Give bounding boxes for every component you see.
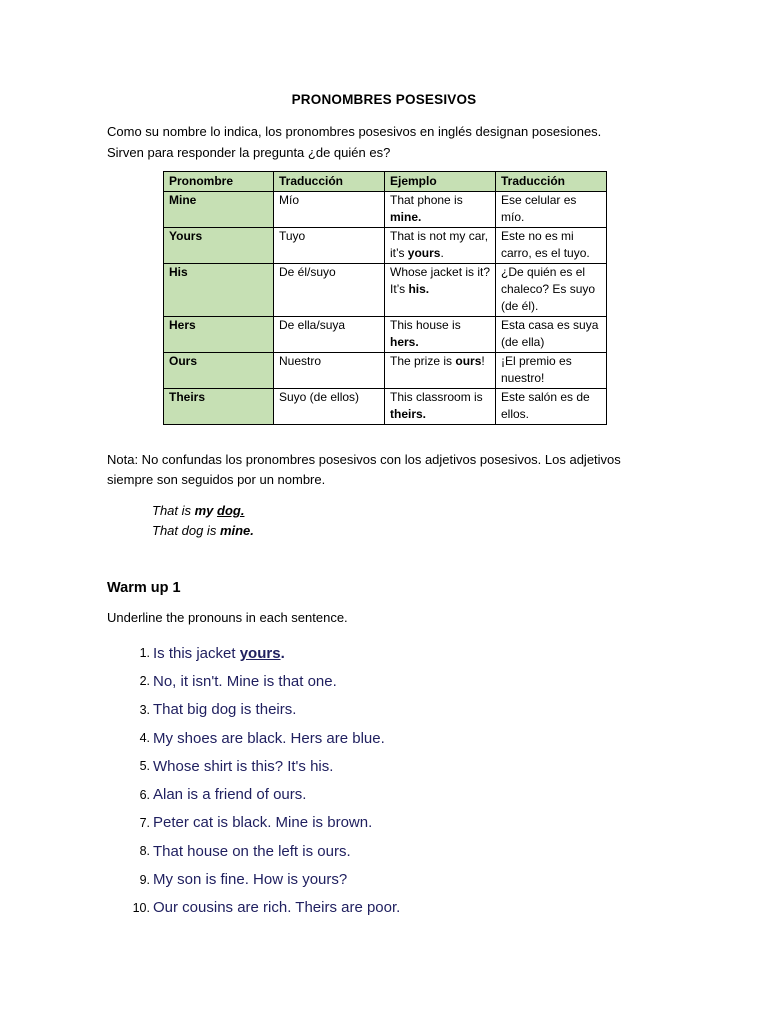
example-cell [385, 389, 496, 425]
sentence-fragment: Whose shirt is this? It's his. [153, 757, 334, 775]
pronoun-cell: Yours [164, 228, 274, 264]
warmup-heading: Warm up 1 [107, 580, 181, 596]
example-2-text: That dog is [152, 523, 220, 538]
list-item [107, 696, 400, 724]
sentence-fragment: No, it isn't. Mine is that one. [153, 672, 337, 690]
intro-paragraph [107, 121, 667, 163]
list-item [107, 639, 400, 667]
translation-cell: Nuestro [274, 353, 385, 389]
translation-cell: De él/suyo [274, 264, 385, 317]
table-row [164, 353, 607, 389]
list-number: 3. [139, 702, 150, 717]
sentence-text [151, 814, 372, 831]
example-bold-word: ours [455, 354, 482, 368]
example-cell [385, 353, 496, 389]
sentence-text [151, 730, 385, 747]
sentence-fragment: Peter cat is black. Mine is brown. [153, 814, 373, 832]
example-bold-word: hers. [390, 335, 419, 349]
sentence-list [107, 639, 400, 922]
list-number: 10. [132, 900, 150, 915]
pronoun-cell: Mine [164, 192, 274, 228]
example-text: ! [481, 354, 485, 368]
example-text: That is not my car, it’s [390, 229, 489, 260]
note-paragraph [107, 450, 667, 490]
example-translation-cell: Esta casa es suya (de ella) [496, 317, 607, 353]
example-translation-cell: Este no es mi carro, es el tuyo. [496, 228, 607, 264]
list-item [107, 667, 400, 695]
pronoun-cell: His [164, 264, 274, 317]
table-row [164, 264, 607, 317]
table-row [164, 192, 607, 228]
example-bold-word: theirs. [390, 407, 427, 421]
sentence-fragment: Is this jacket [153, 644, 240, 662]
sentence-text [151, 645, 285, 662]
note-line-2: siempre son seguidos por un nombre. [107, 472, 326, 487]
list-number: 6. [139, 787, 150, 802]
translation-cell: Tuyo [274, 228, 385, 264]
pronouns-table [163, 171, 607, 425]
example-2-bold: mine. [219, 523, 254, 538]
header-pronombre: Pronombre [164, 172, 274, 192]
list-item [107, 752, 400, 780]
intro-line-2: Sirven para responder la pregunta ¿de quién es? [107, 145, 391, 160]
sentence-text [151, 701, 296, 718]
example-translation-cell: ¿De quién es el chaleco? Es suyo (de él). [496, 264, 607, 317]
table-row [164, 389, 607, 425]
example-bold-word: yours [407, 246, 441, 260]
sentence-fragment: Alan is a friend of ours. [153, 786, 307, 804]
underlined-pronoun: yours [239, 644, 281, 662]
table-header-row [164, 172, 607, 192]
example-1-underlined: dog. [217, 503, 245, 518]
pronoun-cell: Ours [164, 353, 274, 389]
warmup-instruction: Underline the pronouns in each sentence. [107, 610, 348, 625]
examples-block [152, 501, 254, 541]
example-translation-cell: Ese celular es mío. [496, 192, 607, 228]
example-bold-word: his. [408, 282, 430, 296]
sentence-fragment: Our cousins are rich. Theirs are poor. [153, 899, 401, 917]
pronoun-cell: Hers [164, 317, 274, 353]
example-text: This classroom is [390, 390, 483, 404]
list-item [107, 809, 400, 837]
pronoun-cell: Theirs [164, 389, 274, 425]
example-text: This house is [390, 318, 461, 332]
example-cell [385, 192, 496, 228]
sentence-fragment: My son is fine. How is yours? [153, 871, 348, 889]
sentence-fragment: That house on the left is ours. [153, 842, 351, 860]
sentence-text [151, 899, 400, 916]
translation-cell: Suyo (de ellos) [274, 389, 385, 425]
list-number: 4. [139, 731, 150, 746]
list-number: 1. [139, 646, 150, 661]
intro-line-1: Como su nombre lo indica, los pronombres posesivos en inglés designan posesiones. [107, 124, 602, 139]
list-number: 8. [139, 844, 150, 859]
translation-cell: De ella/suya [274, 317, 385, 353]
example-cell [385, 228, 496, 264]
header-ejemplo: Ejemplo [385, 172, 496, 192]
list-number: 2. [139, 674, 150, 689]
example-text: Whose jacket is it? It’s [390, 265, 491, 296]
header-traduccion: Traducción [274, 172, 385, 192]
sentence-fragment: My shoes are black. Hers are blue. [153, 729, 385, 747]
example-text: The prize is [390, 354, 456, 368]
example-text: . [440, 246, 444, 260]
page-title: PRONOMBRES POSESIVOS [291, 92, 477, 107]
list-item [107, 865, 400, 893]
list-item [107, 837, 400, 865]
list-item [107, 894, 400, 922]
list-number: 5. [139, 759, 150, 774]
example-line-1 [152, 501, 254, 521]
header-traduccion-ejemplo: Traducción [496, 172, 607, 192]
example-cell [385, 317, 496, 353]
sentence-text [151, 871, 347, 888]
table-row [164, 317, 607, 353]
example-translation-cell: Este salón es de ellos. [496, 389, 607, 425]
sentence-text [151, 758, 333, 775]
sentence-fragment: . [280, 644, 285, 662]
sentence-text [151, 843, 351, 860]
list-item [107, 780, 400, 808]
example-translation-cell: ¡El premio es nuestro! [496, 353, 607, 389]
example-1-text: That is [152, 503, 195, 518]
table-row [164, 228, 607, 264]
list-item [107, 724, 400, 752]
sentence-text [151, 786, 306, 803]
example-1-bold: my [194, 503, 218, 518]
example-cell [385, 264, 496, 317]
list-number: 9. [139, 872, 150, 887]
list-number: 7. [139, 815, 150, 830]
note-line-1: Nota: No confundas los pronombres posesivos con los adjetivos posesivos. Los adjetivos [107, 452, 621, 467]
sentence-text [151, 673, 337, 690]
example-bold-word: mine. [390, 210, 422, 224]
translation-cell: Mío [274, 192, 385, 228]
sentence-fragment: That big dog is theirs. [153, 701, 297, 719]
example-text: That phone is [390, 193, 463, 207]
example-line-2 [152, 521, 254, 541]
